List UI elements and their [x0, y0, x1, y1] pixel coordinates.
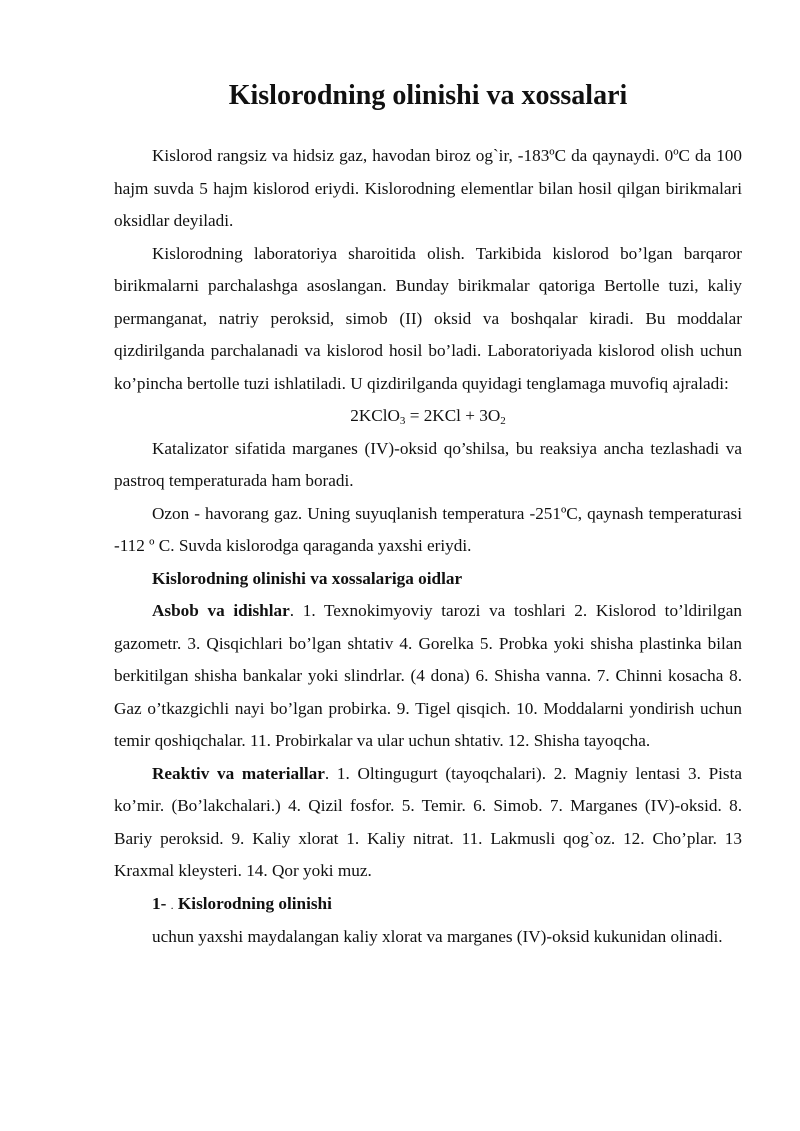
subsection-dot: . [170, 897, 174, 912]
section-heading [114, 563, 742, 596]
paragraph-reagents [114, 758, 742, 888]
paragraph-lab-method: Kislorodning laboratoriya sharoitida olish. Tarkibida kislorod bo’lgan barqaror birikmalarni parchalashga asoslangan. Bunday birikmalar qatoriga Bertolle tuzi, kaliy permanganat, natriy peroksid, simob (II) oksid va boshqalar kiradi. Bu moddalar qizdirilganda parchalanadi va kislorod hosil bo’ladi. Laboratoriyada kislorod olish uchun ko’pincha bertolle tuzi ishlatiladi. U qizdirilganda quyidagi tenglamaga muvofiq ajraladi: [114, 243, 742, 393]
paragraph-catalyst: Katalizator sifatida marganes (IV)-oksid qo’shilsa, bu reaksiya ancha tezlashadi va pastroq temperaturada ham boradi. [114, 438, 742, 490]
equipment-list: . 1. Texnokimyoviy tarozi va toshlari 2. Kislorod to’ldirilgan gazometr. 3. Qisqichlari bo’lgan shtativ 4. Gorelka 5. Probka yoki shisha plastinka bilan berkitilgan shisha bankalar yoki slindrlar. (4 dona) 6. Shisha vanna. 7. Chinni kosacha 8. Gaz o’tkazgichli nayi bo’lgan probirka. 9. Tigel qisqich. 10. Moddalarni yondirish uchun temir qoshiqchalar. 11. Probirkalar va ular uchun shtativ. 12. Shisha tayoqcha. [114, 601, 742, 750]
subsection-number: 1- [152, 893, 171, 913]
subsection-title: Kislorodning olinishi [173, 893, 332, 913]
page-title: Kislorodning olinishi va xossalari [228, 80, 628, 111]
paragraph-ozone: Ozon - havorang gaz. Uning suyuqlanish temperatura -251ºC, qaynash temperaturasi -112 º C. Suvda kislorodga qaraganda yaxshi eriydi. [114, 503, 742, 555]
reagents-label: Reaktiv va materiallar [152, 763, 325, 783]
equation-part: 2KClO [350, 406, 400, 425]
section-heading-text: Kislorodning olinishi va xossalariga oidlar [152, 568, 463, 588]
equation-subscript: 2 [500, 415, 506, 427]
paragraph-intro: Kislorod rangsiz va hidsiz gaz, havodan biroz og`ir, -183ºC da qaynaydi. 0ºC da 100 hajm suvda 5 hajm kislorod eriydi. Kislorodning elementlar bilan hosil qilgan birikmalari oksidlar deyiladi. [114, 146, 742, 230]
subsection-heading [114, 888, 742, 922]
equipment-label: Asbob va idishlar [152, 601, 290, 620]
paragraph-equipment [114, 595, 742, 758]
equation-part: = 2KCl + 3O [405, 406, 501, 425]
document-body [114, 140, 742, 954]
equation-subscript: 3 [399, 415, 406, 427]
reagents-list: . 1. Oltingugurt (tayoqchalari). 2. Magniy lentasi 3. Pista ko’mir. (Bo’lakchalari.) 4. Qizil fosfor. 5. Temir. 6. Simob. 7. Marganes (IV)-oksid. 8. Bariy peroksid. 9. Kaliy xlorat 1. Kaliy nitrat. 11. Lakmusli qog`oz. 12. Cho’plar. 13 Kraxmal kleysteri. 14. Qor yoki muz. [114, 763, 742, 880]
paragraph-preparation: uchun yaxshi maydalangan kaliy xlorat va marganes (IV)-oksid kukunidan olinadi. [152, 927, 723, 946]
equation [114, 400, 742, 433]
